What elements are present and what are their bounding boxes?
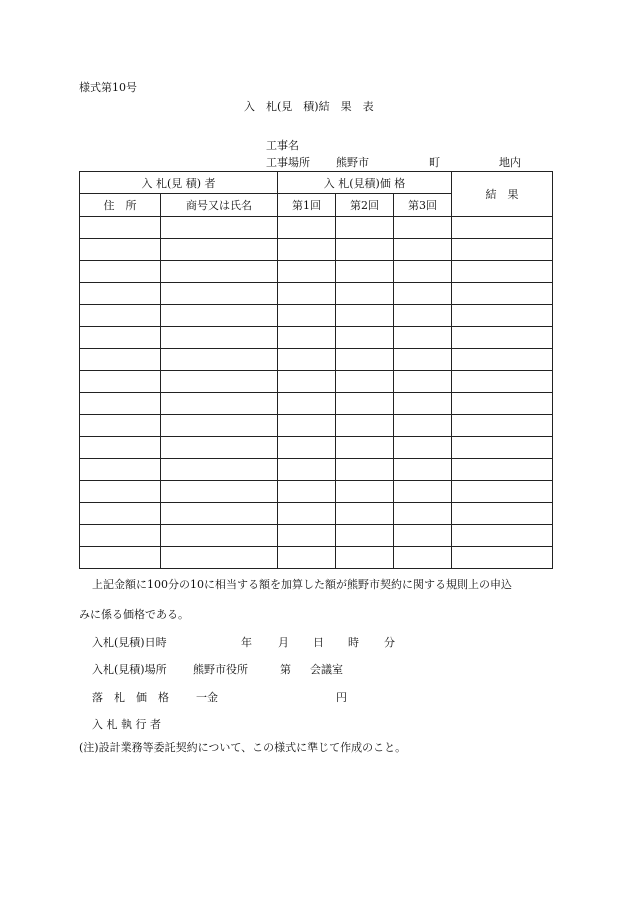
cell-name: [161, 349, 278, 371]
bid-result-table: [79, 171, 553, 569]
cell-address: [80, 415, 161, 437]
cell-name: [161, 503, 278, 525]
cell-name: [161, 393, 278, 415]
bid-datetime-hour: 時: [348, 636, 359, 649]
cell-result: [452, 459, 553, 481]
cell-name: [161, 437, 278, 459]
cell-round-1: [278, 261, 336, 283]
table-row: [80, 547, 553, 569]
cell-result: [452, 371, 553, 393]
work-place-label: 工事場所: [266, 156, 310, 169]
cell-round-2: [336, 371, 394, 393]
table-row: [80, 481, 553, 503]
cell-name: [161, 481, 278, 503]
bid-datetime-day: 日: [313, 636, 324, 649]
cell-round-1: [278, 371, 336, 393]
cell-round-1: [278, 217, 336, 239]
cell-result: [452, 261, 553, 283]
cell-address: [80, 437, 161, 459]
table-header-row-1: [80, 172, 553, 194]
cell-name: [161, 217, 278, 239]
cell-address: [80, 459, 161, 481]
cell-address: [80, 283, 161, 305]
cell-round-2: [336, 239, 394, 261]
table-row: [80, 261, 553, 283]
cell-round-3: [394, 437, 452, 459]
cell-round-2: [336, 481, 394, 503]
document-title: 入 札(見 積)結 果 表: [244, 100, 374, 113]
table-row: [80, 525, 553, 547]
table-row: [80, 459, 553, 481]
table-row: [80, 415, 553, 437]
cell-result: [452, 349, 553, 371]
bid-datetime-row: [92, 637, 412, 649]
cell-round-1: [278, 415, 336, 437]
cell-round-3: [394, 547, 452, 569]
cell-result: [452, 547, 553, 569]
cell-round-1: [278, 437, 336, 459]
cell-name: [161, 371, 278, 393]
header-price-group: 入 札(見積)価 格: [278, 172, 452, 194]
cell-round-3: [394, 503, 452, 525]
bid-place-row: [92, 664, 392, 676]
cell-round-3: [394, 283, 452, 305]
cell-round-1: [278, 503, 336, 525]
header-address: 住 所: [80, 194, 161, 217]
cell-round-1: [278, 305, 336, 327]
cell-address: [80, 393, 161, 415]
bid-datetime-minute: 分: [384, 636, 395, 649]
cell-result: [452, 393, 553, 415]
cell-name: [161, 459, 278, 481]
cell-round-2: [336, 349, 394, 371]
cell-round-2: [336, 283, 394, 305]
footnote: (注)設計業務等委託契約について、この様式に準じて作成のこと。: [79, 741, 407, 754]
table-row: [80, 393, 553, 415]
table-row: [80, 305, 553, 327]
header-result: 結 果: [452, 172, 553, 217]
bid-place-label: 入札(見積)場所: [92, 663, 167, 676]
bid-datetime-month: 月: [278, 636, 289, 649]
cell-round-1: [278, 239, 336, 261]
award-price-label: 落 札 価 格: [92, 691, 169, 704]
note-line-2: みに係る価格である。: [79, 608, 189, 621]
cell-round-3: [394, 239, 452, 261]
bid-datetime-label: 入札(見積)日時: [92, 636, 167, 649]
cell-name: [161, 547, 278, 569]
cell-round-1: [278, 481, 336, 503]
cell-round-3: [394, 393, 452, 415]
cell-round-1: [278, 327, 336, 349]
bid-place-room: 会議室: [310, 663, 343, 676]
cell-address: [80, 481, 161, 503]
work-place-area: 地内: [499, 156, 521, 169]
cell-name: [161, 283, 278, 305]
cell-name: [161, 239, 278, 261]
cell-result: [452, 239, 553, 261]
cell-result: [452, 525, 553, 547]
header-round-3: 第3回: [394, 194, 452, 217]
cell-round-2: [336, 305, 394, 327]
bid-datetime-year: 年: [241, 636, 252, 649]
cell-address: [80, 217, 161, 239]
cell-round-1: [278, 349, 336, 371]
cell-result: [452, 217, 553, 239]
table-row: [80, 503, 553, 525]
cell-round-1: [278, 525, 336, 547]
work-place-city: 熊野市: [336, 156, 369, 169]
cell-round-3: [394, 349, 452, 371]
header-round-1: 第1回: [278, 194, 336, 217]
table-row: [80, 283, 553, 305]
table-row: [80, 371, 553, 393]
cell-address: [80, 547, 161, 569]
cell-result: [452, 503, 553, 525]
bid-executor-label: 入 札 執 行 者: [92, 718, 161, 731]
award-price-prefix: 一金: [196, 691, 218, 704]
cell-round-3: [394, 525, 452, 547]
cell-round-3: [394, 217, 452, 239]
table-row: [80, 349, 553, 371]
note-line-1: 上記金額に100分の10に相当する額を加算した額が熊野市契約に関する規則上の申込: [92, 578, 512, 591]
cell-round-3: [394, 371, 452, 393]
header-bidder-group: 入 札(見 積) 者: [80, 172, 278, 194]
cell-round-2: [336, 415, 394, 437]
table-row: [80, 239, 553, 261]
header-name: 商号又は氏名: [161, 194, 278, 217]
cell-address: [80, 305, 161, 327]
cell-round-2: [336, 217, 394, 239]
cell-address: [80, 371, 161, 393]
cell-address: [80, 261, 161, 283]
award-price-unit: 円: [336, 691, 347, 704]
cell-name: [161, 415, 278, 437]
cell-result: [452, 437, 553, 459]
cell-round-3: [394, 261, 452, 283]
cell-result: [452, 305, 553, 327]
cell-round-2: [336, 327, 394, 349]
cell-round-3: [394, 415, 452, 437]
cell-round-2: [336, 459, 394, 481]
cell-address: [80, 525, 161, 547]
cell-round-2: [336, 261, 394, 283]
cell-address: [80, 327, 161, 349]
table-row: [80, 327, 553, 349]
header-round-2: 第2回: [336, 194, 394, 217]
cell-address: [80, 503, 161, 525]
cell-address: [80, 239, 161, 261]
cell-address: [80, 349, 161, 371]
cell-name: [161, 261, 278, 283]
cell-round-3: [394, 481, 452, 503]
cell-round-2: [336, 525, 394, 547]
cell-round-1: [278, 283, 336, 305]
cell-name: [161, 327, 278, 349]
cell-name: [161, 525, 278, 547]
cell-round-1: [278, 547, 336, 569]
cell-round-2: [336, 437, 394, 459]
cell-result: [452, 327, 553, 349]
cell-result: [452, 283, 553, 305]
table-row: [80, 217, 553, 239]
work-place-row: [266, 157, 536, 169]
form-number: 様式第10号: [79, 81, 137, 94]
cell-result: [452, 415, 553, 437]
cell-round-2: [336, 503, 394, 525]
table-row: [80, 437, 553, 459]
cell-round-1: [278, 393, 336, 415]
work-place-town: 町: [429, 156, 440, 169]
cell-round-1: [278, 459, 336, 481]
award-price-row: [92, 692, 392, 704]
cell-round-3: [394, 305, 452, 327]
cell-name: [161, 305, 278, 327]
work-name-label: 工事名: [266, 139, 299, 152]
bid-place-value: 熊野市役所: [193, 663, 248, 676]
cell-round-3: [394, 459, 452, 481]
bid-place-number: 第: [280, 663, 291, 676]
cell-round-3: [394, 327, 452, 349]
cell-round-2: [336, 393, 394, 415]
cell-result: [452, 481, 553, 503]
cell-round-2: [336, 547, 394, 569]
